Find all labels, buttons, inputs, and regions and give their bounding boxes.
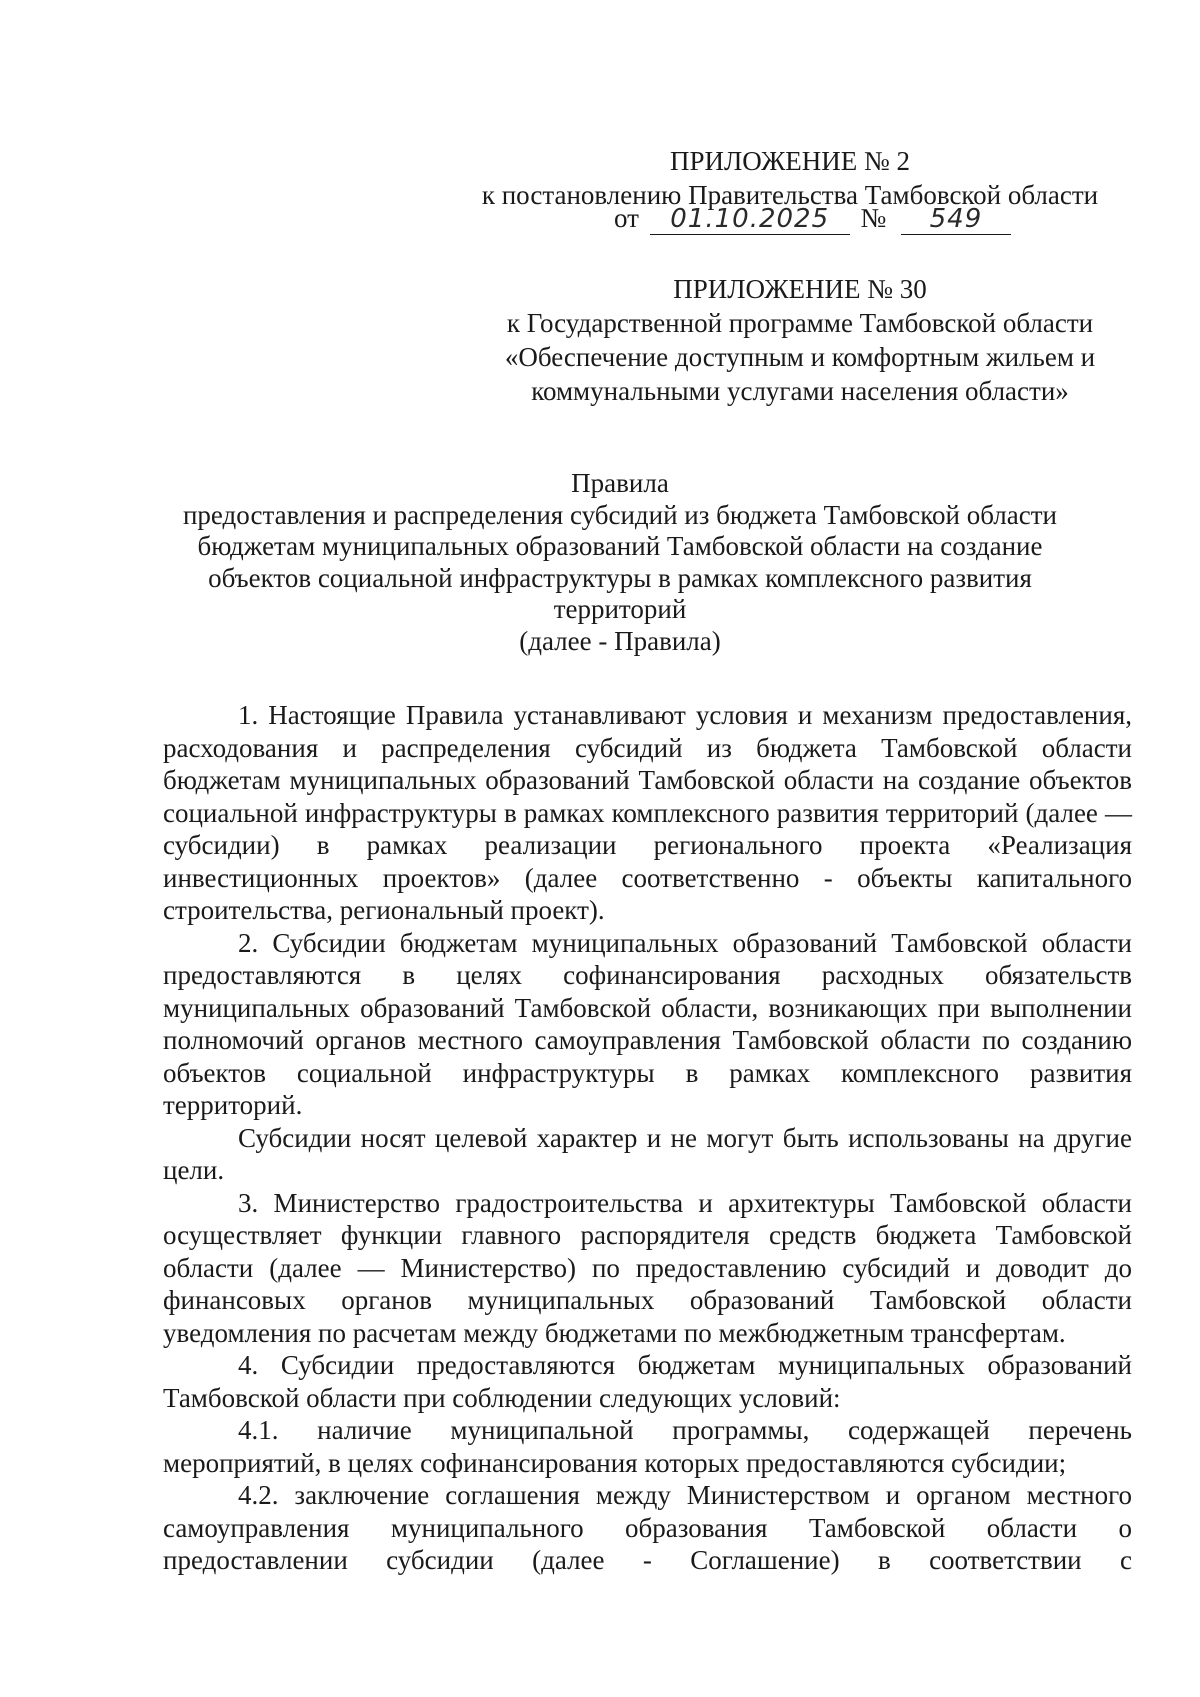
- appendix-30-program-name-2: коммунальными услугами населения области»: [531, 376, 1069, 406]
- paragraph-1: 1. Настоящие Правила устанавливают условия и механизм предоставления, расходования и распределения субсидий из бюджета Тамбовской области бюджетам муниципальных образований Тамбовской области на создание объектов социальной инфраструктуры в рамках комплексного развития территорий (далее — субсидии) в рамках реализации регионального проекта «Реализация инвестиционных проектов» (далее соответственно - объекты капитального строительства, региональный проект).: [163, 700, 1132, 925]
- rules-title-line-4: территорий: [553, 594, 687, 624]
- resolution-date: 01.10.2025: [650, 204, 850, 235]
- rules-title-line-2: бюджетам муниципальных образований Тамбовской области на создание: [197, 531, 1043, 561]
- rules-title: [160, 468, 1080, 657]
- paragraph-4-1: 4.1. наличие муниципальной программы, содержащей перечень мероприятий, в целях софинансирования которых предоставляются субсидии;: [163, 1415, 1132, 1478]
- appendix-2-title: ПРИЛОЖЕНИЕ № 2: [669, 146, 911, 176]
- appendix-2-resolution-line: к постановлению Правительства Тамбовской области: [481, 180, 1099, 210]
- appendix-30-title: ПРИЛОЖЕНИЕ № 30: [673, 274, 927, 304]
- number-label: №: [860, 203, 887, 233]
- rules-heading: Правила: [571, 468, 669, 498]
- paragraph-4-2: 4.2. заключение соглашения между Министерством и органом местного самоуправления муниципального образования Тамбовской области о предоставлении субсидии (далее - Соглашение) в соответствии с: [163, 1480, 1132, 1575]
- rules-title-line-3: объектов социальной инфраструктуры в рамках комплексного развития: [208, 562, 1032, 593]
- appendix-30-program-name-1: «Обеспечение доступным и комфортным жильем и: [504, 342, 1096, 372]
- resolution-date-number-line: [614, 198, 1011, 238]
- paragraph-2: 2. Субсидии бюджетам муниципальных образований Тамбовской области предоставляются в целях софинансирования расходных обязательств муниципальных образований Тамбовской области, возникающих при выполнении полномочий органов местного самоуправления Тамбовской области по созданию объектов социальной инфраструктуры в рамках комплексного развития территорий.: [163, 927, 1132, 1120]
- appendix-30-program-line: к Государственной программе Тамбовской области: [506, 308, 1094, 338]
- paragraph-4: 4. Субсидии предоставляются бюджетам муниципальных образований Тамбовской области при соблюдении следующих условий:: [163, 1350, 1132, 1413]
- rules-title-line-5: (далее - Правила): [519, 625, 721, 656]
- paragraph-2-note: Субсидии носят целевой характер и не могут быть использованы на другие цели.: [163, 1122, 1132, 1185]
- rules-body: [163, 699, 1132, 1577]
- from-label: от: [614, 203, 639, 233]
- appendix-30-header: [460, 272, 1140, 408]
- paragraph-3: 3. Министерство градостроительства и архитектуры Тамбовской области осуществляет функции главного распорядителя средств бюджета Тамбовской области (далее — Министерство) по предоставлению субсидий и доводит до финансовых органов муниципальных образований Тамбовской области уведомления по расчетам между бюджетами по межбюджетным трансфертам.: [163, 1187, 1132, 1348]
- resolution-number: 549: [901, 204, 1011, 235]
- rules-title-line-1: предоставления и распределения субсидий из бюджета Тамбовской области: [182, 499, 1057, 530]
